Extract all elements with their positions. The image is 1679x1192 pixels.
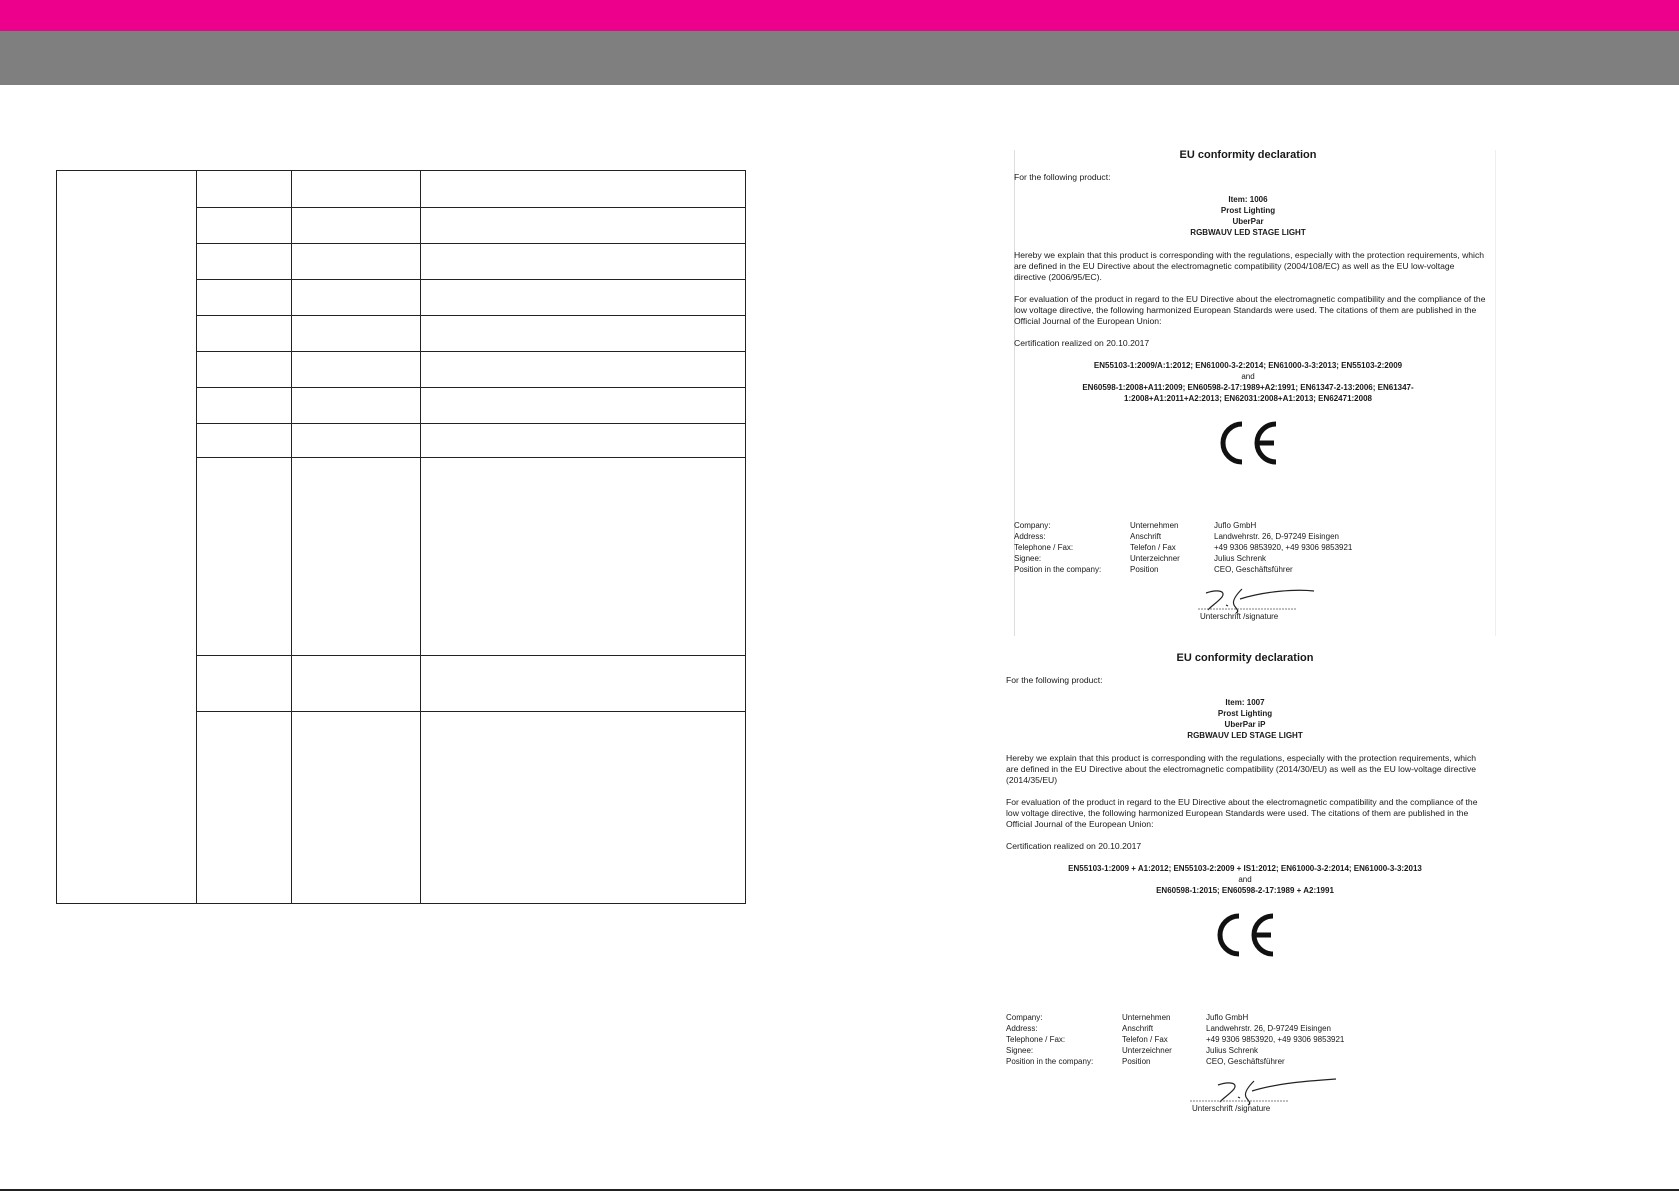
info-label-de: Telefon / Fax [1122, 1035, 1168, 1044]
info-label-de: Unterzeichner [1130, 554, 1180, 563]
table-row-divider [196, 655, 745, 656]
ce-mark-icon [1216, 418, 1280, 468]
certification-date: Certification realized on 20.10.2017 [1014, 338, 1150, 348]
info-label: Signee: [1014, 554, 1042, 563]
product-brand: Prost Lighting [1220, 206, 1276, 215]
info-label-de: Position [1130, 565, 1159, 574]
product-brand: Prost Lighting [1217, 709, 1273, 718]
signature-label: Unterschrift /signature [1192, 1104, 1271, 1113]
signature-label: Unterschrift /signature [1200, 612, 1279, 621]
page-bottom-rule [0, 1189, 1679, 1191]
certificate-1006 [1008, 150, 1488, 625]
info-value: Juflo GmbH [1214, 521, 1257, 530]
table-row-divider [196, 351, 745, 352]
info-value: Julius Schrenk [1214, 554, 1267, 563]
table-row-divider [196, 243, 745, 244]
certificate-1007 [1000, 653, 1490, 1117]
empty-table [56, 170, 746, 904]
standards-list [1008, 360, 1488, 404]
info-label: Position in the company: [1014, 565, 1102, 574]
header-accent-bar [0, 0, 1679, 31]
product-item: Item: 1006 [1228, 195, 1268, 204]
info-label: Address: [1014, 532, 1046, 541]
info-label: Telephone / Fax: [1006, 1035, 1066, 1044]
product-type: RGBWAUV LED STAGE LIGHT [1190, 228, 1306, 237]
table-row-divider [196, 457, 745, 458]
standards-line: EN55103-1:2009 + A1:2012; EN55103-2:2009 + IS1:2012; EN61000-3-2:2014; EN61000-3-3:2013 [1068, 864, 1422, 873]
table-row-divider [196, 711, 745, 712]
info-label-de: Telefon / Fax [1130, 543, 1176, 552]
info-value: Landwehrstr. 26, D-97249 Eisingen [1214, 532, 1339, 541]
product-type: RGBWAUV LED STAGE LIGHT [1187, 731, 1303, 740]
certificate-intro: For the following product: [1014, 172, 1111, 182]
company-info [1006, 1012, 1490, 1067]
info-label-de: Anschrift [1122, 1024, 1154, 1033]
info-label: Position in the company: [1006, 1057, 1094, 1066]
certification-date: Certification realized on 20.10.2017 [1006, 841, 1142, 851]
info-value: Juflo GmbH [1206, 1013, 1249, 1022]
info-value: +49 9306 9853920, +49 9306 9853921 [1206, 1035, 1345, 1044]
certificate-paragraph: For evaluation of the product in regard to the EU Directive about the electromagnetic compatibility and the compliance of the low voltage directive, the following harmonized European Standards were used. The citations of them are published in the Official Journal of the European Union: [1006, 797, 1478, 829]
company-info [1014, 520, 1488, 575]
signature-block [1188, 1077, 1338, 1117]
info-label: Company: [1014, 521, 1051, 530]
standards-and: and [1241, 372, 1255, 381]
ce-mark-icon [1213, 910, 1277, 960]
info-label-de: Unternehmen [1122, 1013, 1171, 1022]
table-row-divider [196, 279, 745, 280]
table-row-divider [196, 387, 745, 388]
info-label-de: Anschrift [1130, 532, 1162, 541]
info-value: Julius Schrenk [1206, 1046, 1259, 1055]
table-column-divider [420, 171, 421, 903]
info-label: Address: [1006, 1024, 1038, 1033]
info-label-de: Unternehmen [1130, 521, 1179, 530]
header-bar [0, 31, 1679, 85]
info-value: Landwehrstr. 26, D-97249 Eisingen [1206, 1024, 1331, 1033]
table-column-divider [291, 171, 292, 903]
info-value: CEO, Geschäftsführer [1214, 565, 1293, 574]
table-row-divider [196, 423, 745, 424]
certificate-title: EU conformity declaration [1176, 652, 1314, 664]
info-value: +49 9306 9853920, +49 9306 9853921 [1214, 543, 1353, 552]
table-column-divider [196, 171, 197, 903]
info-label: Signee: [1006, 1046, 1034, 1055]
info-label-de: Position [1122, 1057, 1151, 1066]
certificate-intro: For the following product: [1006, 675, 1103, 685]
standards-list [1000, 863, 1490, 896]
product-name: UberPar [1232, 217, 1264, 226]
certificate-product [1008, 194, 1488, 238]
table-row-divider [196, 207, 745, 208]
standards-line: EN60598-1:2008+A11:2009; EN60598-2-17:1989+A2:1991; EN61347-2-13:2006; EN61347-1:2008+A1:2011+A2:2013; EN62031:2008+A1:2013; EN62471:2008 [1082, 383, 1414, 403]
info-label: Company: [1006, 1013, 1043, 1022]
certificate-title: EU conformity declaration [1179, 149, 1317, 161]
standards-line: EN60598-1:2015; EN60598-2-17:1989 + A2:1991 [1156, 886, 1334, 895]
certificate-product [1000, 697, 1490, 741]
certificate-paragraph: Hereby we explain that this product is corresponding with the regulations, especially with the protection requirements, which are defined in the EU Directive about the electromagnetic compatibility (2004/108/EC) as well as the EU low-voltage directive (2006/95/EC). [1014, 250, 1485, 282]
product-name: UberPar iP [1224, 720, 1266, 729]
info-label-de: Unterzeichner [1122, 1046, 1172, 1055]
certificate-paragraph: Hereby we explain that this product is corresponding with the regulations, especially with the protection requirements, which are defined in the EU Directive about the electromagnetic compatibility (2014/30/EU) as well as the EU low-voltage directive (2014/35/EU) [1006, 753, 1477, 785]
product-item: Item: 1007 [1225, 698, 1265, 707]
table-row-divider [196, 315, 745, 316]
signature-block [1196, 585, 1346, 625]
standards-and: and [1238, 875, 1252, 884]
info-label: Telephone / Fax: [1014, 543, 1074, 552]
standards-line: EN55103-1:2009/A:1:2012; EN61000-3-2:2014; EN61000-3-3:2013; EN55103-2:2009 [1093, 361, 1403, 370]
certificate-paragraph: For evaluation of the product in regard to the EU Directive about the electromagnetic compatibility and the compliance of the low voltage directive, the following harmonized European Standards were used. The citations of them are published in the Official Journal of the European Union: [1014, 294, 1486, 326]
info-value: CEO, Geschäftsführer [1206, 1057, 1285, 1066]
